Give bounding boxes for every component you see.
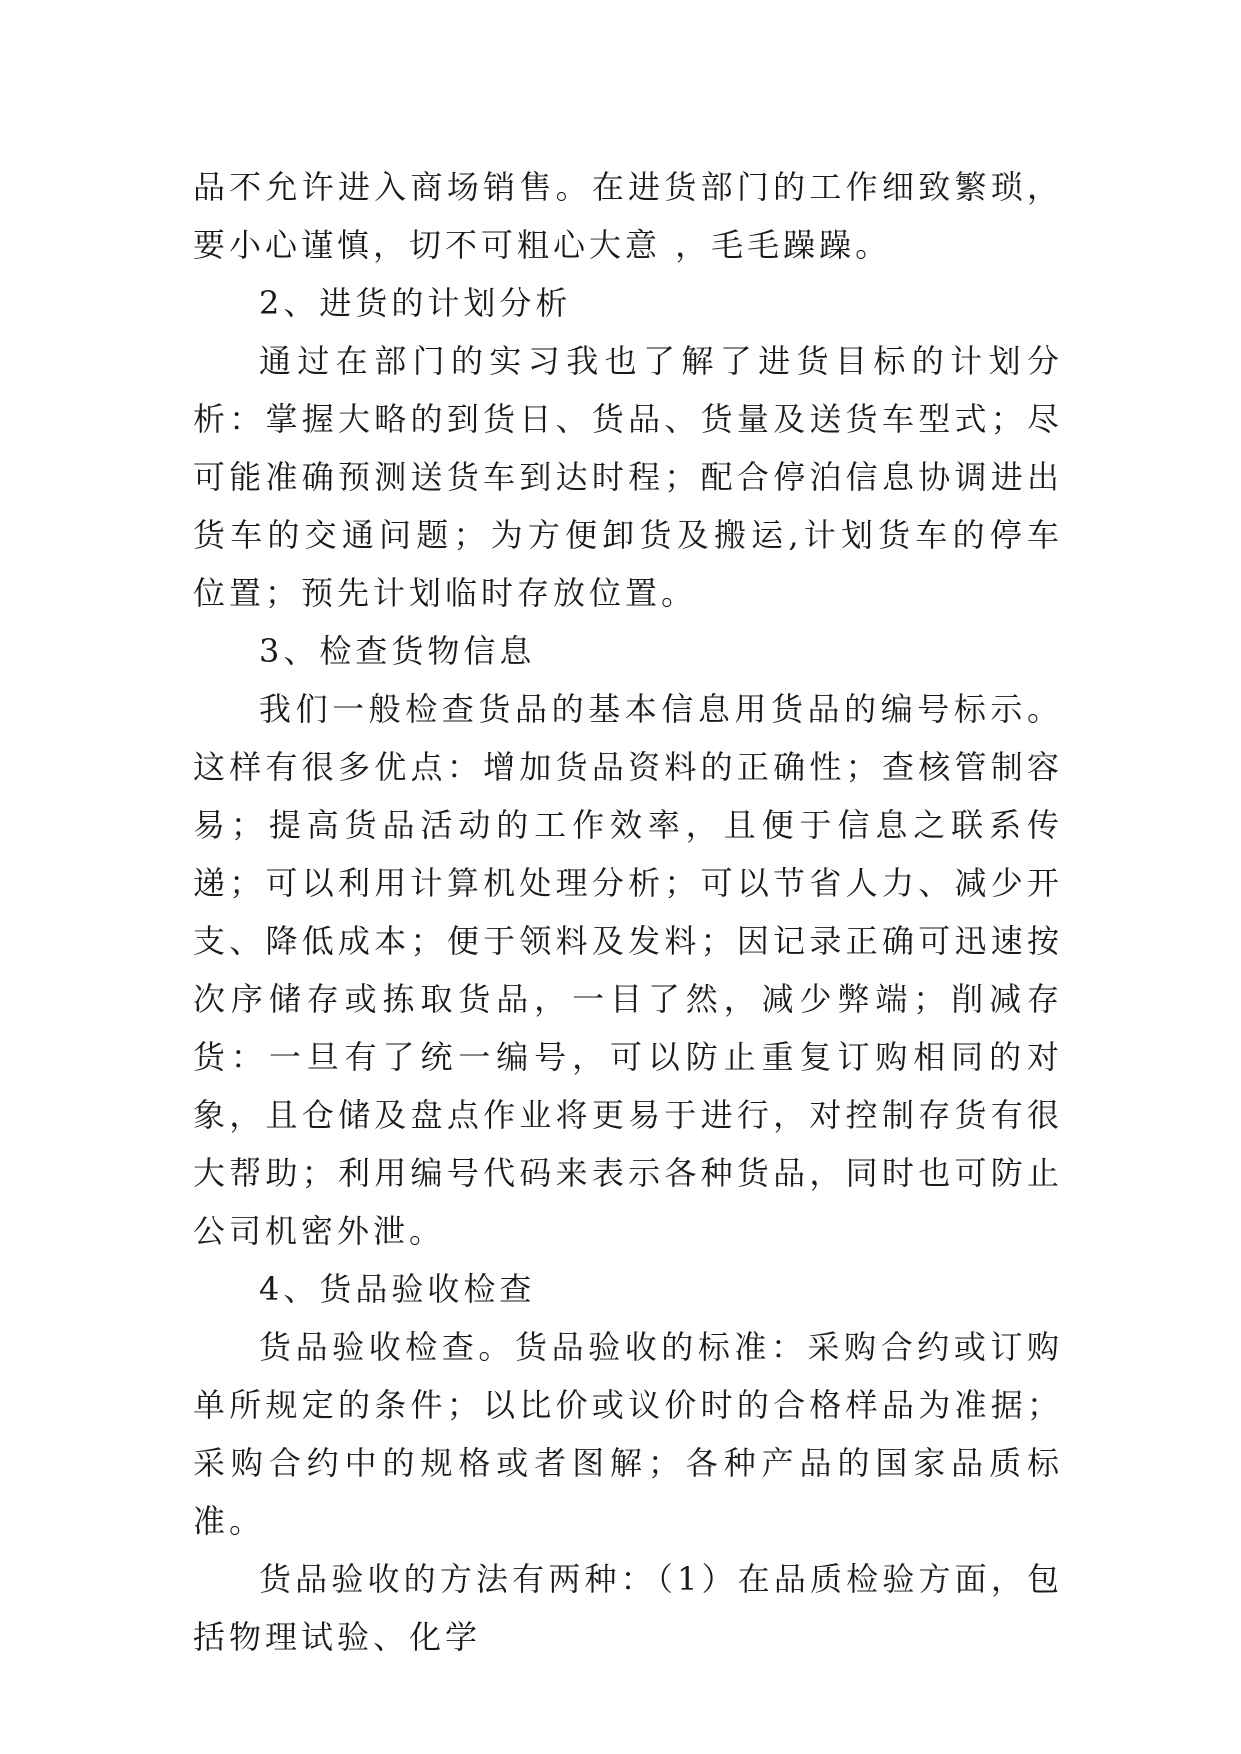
section-heading-check-goods-info: 3、检查货物信息 bbox=[259, 632, 536, 670]
paragraph-inspection-methods: 货品验收的方法有两种：（1）在品质检验方面，包括物理试验、化学 bbox=[193, 1560, 1063, 1656]
paragraph-inspection-standards: 货品验收检查。货品验收的标准：采购合约或订购单所规定的条件；以比价或议价时的合格样品为准据；采购合约中的规格或者图解；各种产品的国家品质标准。 bbox=[193, 1328, 1063, 1540]
section-heading-goods-inspection: 4、货品验收检查 bbox=[259, 1270, 536, 1308]
section-heading-purchase-planning: 2、进货的计划分析 bbox=[259, 284, 572, 322]
paragraph-purchase-planning: 通过在部门的实习我也了解了进货目标的计划分析：掌握大略的到货日、货品、货量及送货车型式；尽可能准确预测送货车到达时程；配合停泊信息协调进出货车的交通问题；为方便卸货及搬运,计划货车的停车位置；预先计划临时存放位置。 bbox=[193, 342, 1063, 612]
document-body bbox=[193, 158, 1063, 1666]
paragraph-continuation: 品不允许进入商场销售。在进货部门的工作细致繁琐，要小心谨慎，切不可粗心大意 ，毛毛躁躁。 bbox=[193, 168, 1063, 264]
paragraph-check-goods-info: 我们一般检查货品的基本信息用货品的编号标示。这样有很多优点：增加货品资料的正确性；查核管制容易；提高货品活动的工作效率，且便于信息之联系传递；可以利用计算机处理分析；可以节省人力、减少开支、降低成本；便于领料及发料；因记录正确可迅速按次序储存或拣取货品，一目了然，减少弊端；削减存货：一旦有了统一编号，可以防止重复订购相同的对象，且仓储及盘点作业将更易于进行，对控制存货有很大帮助；利用编号代码来表示各种货品，同时也可防止公司机密外泄。 bbox=[193, 690, 1063, 1250]
